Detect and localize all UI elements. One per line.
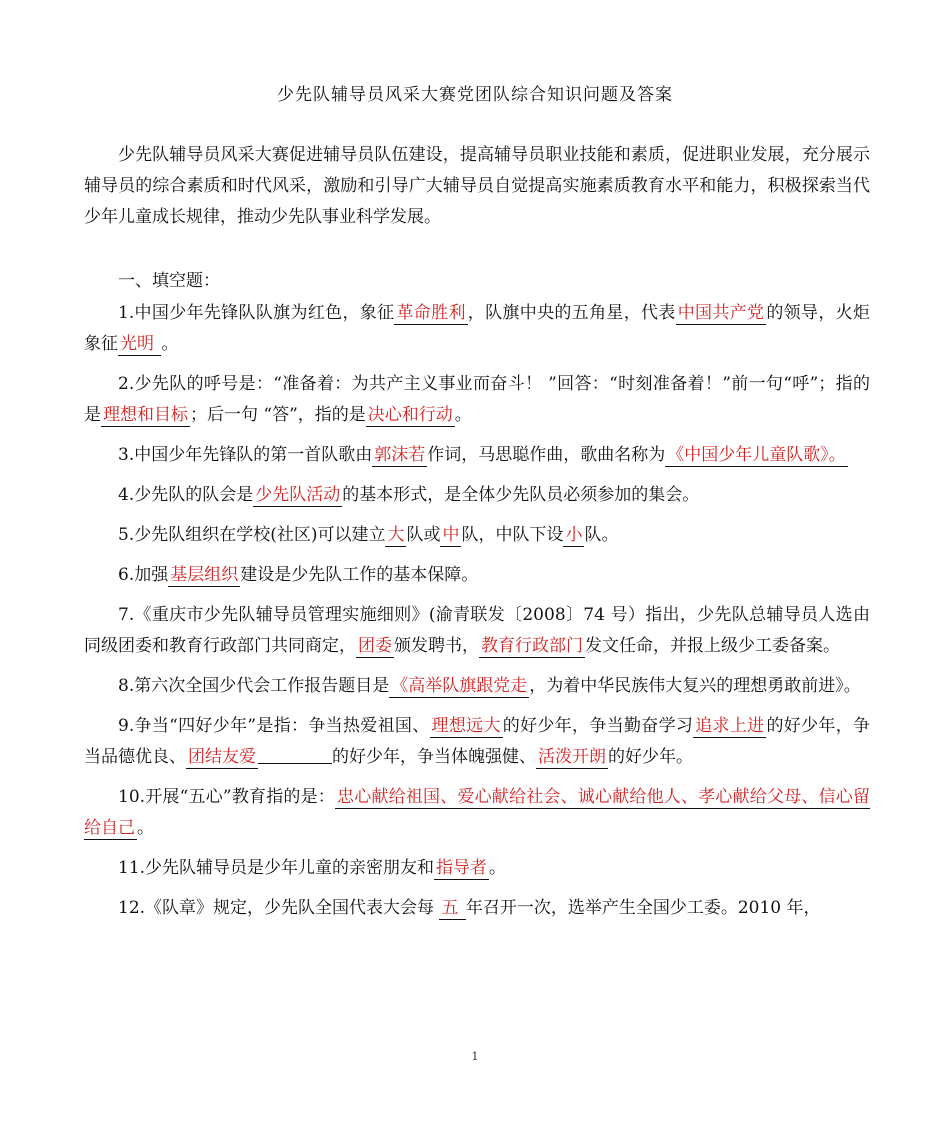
question-list	[84, 298, 870, 933]
answer: 《中国少年儿童队歌》。	[667, 445, 846, 465]
answer: 团结友爱	[188, 747, 256, 767]
question-text: 6.加强	[118, 565, 169, 585]
question-text: 的领导，火炬象征	[84, 303, 870, 354]
question-text: ；后一句 “答”，指的是	[190, 405, 366, 425]
question-text: 队或	[406, 525, 441, 545]
question-text: 发文任命，并报上级少工委备案。	[585, 636, 840, 656]
answer: 光明	[120, 334, 160, 354]
question-text: 的好少年，争当体魄强健、	[332, 747, 536, 767]
question-text: 10.开展“五心”教育指的是：	[118, 787, 336, 807]
question-item	[84, 671, 870, 702]
question-text: 队。	[584, 525, 619, 545]
question-item	[84, 893, 870, 924]
question-item	[84, 298, 870, 360]
answer: 忠心献给祖国、爱心献给社会、诚心献给他人、孝心献给父母、信心留给自己	[84, 787, 870, 838]
question-text: 的好少年，争当勤奋学习	[502, 716, 694, 736]
question-text: 9.争当“四好少年”是指：争当热爱祖国、	[118, 716, 430, 736]
question-item	[84, 600, 870, 662]
question-text: 7.《重庆市少先队辅导员管理实施细则》(渝青联发〔2008〕74 号）指出，少先队总辅导员人选由同级团委和教育行政部门共同商定，	[84, 605, 870, 656]
question-text: 的好少年。	[608, 747, 693, 767]
answer: 中国共产党	[677, 303, 765, 323]
question-text: 年召开一次，选举产生全国少工委。2010 年，	[465, 898, 821, 918]
question-text: ，队旗中央的五角星，代表	[467, 303, 676, 323]
answer: 郭沫若	[374, 445, 426, 465]
answer: 决心和行动	[367, 405, 453, 425]
question-item	[84, 369, 870, 431]
question-text: 5.少先队组织在学校(社区)可以建立	[118, 525, 386, 545]
answer: 《高举队旗跟党走	[391, 676, 528, 696]
question-text: 作词，马思聪作曲，歌曲名称为	[427, 445, 666, 465]
answer: 团委	[358, 636, 392, 656]
question-text: 4.少先队的队会是	[118, 485, 254, 505]
answer: 少先队活动	[255, 485, 341, 505]
question-text: 。	[137, 818, 154, 838]
question-item	[84, 440, 870, 471]
answer: 活泼开朗	[538, 747, 606, 767]
section-heading: 一、填空题：	[118, 271, 220, 291]
question-item	[84, 853, 870, 884]
answer: 基层组织	[170, 565, 239, 585]
question-text: ，为着中华民族伟大复兴的理想勇敢前进》。	[529, 676, 861, 696]
question-text: 。	[489, 858, 507, 878]
question-item	[84, 520, 870, 551]
question-item	[84, 560, 870, 591]
question-text: 队，中队下设	[461, 525, 564, 545]
question-text: 11.少先队辅导员是少年儿童的亲密朋友和	[118, 858, 435, 878]
answer: 革命胜利	[396, 303, 466, 323]
question-text: 。	[454, 405, 472, 425]
question-text: 2.少先队的呼号是：“准备着：为共产主义事业而奋斗！ ”回答：“时刻准备着！”前一句“呼”；指的是	[84, 374, 870, 425]
document-title: 少先队辅导员风采大赛党团队综合知识问题及答案	[277, 85, 673, 105]
question-text: 建设是少先队工作的基本保障。	[240, 565, 479, 585]
answer: 大	[387, 525, 405, 545]
answer: 指导者	[436, 858, 488, 878]
question-item	[84, 480, 870, 511]
question-text: 的好少年，争当品德优良、	[84, 716, 871, 767]
answer: 教育行政部门	[481, 636, 583, 656]
intro-paragraph: 少先队辅导员风采大赛促进辅导员队伍建设，提高辅导员职业技能和素质，促进职业发展，充分展示辅导员的综合素质和时代风采，激励和引导广大辅导员自觉提高实施素质教育水平和能力，积极探索当代少年儿童成长规律，推动少先队事业科学发展。	[84, 145, 870, 227]
question-text: 颁发聘书，	[394, 636, 479, 656]
question-text: 3.中国少年先锋队的第一首队歌由	[118, 445, 373, 465]
question-item	[84, 711, 870, 773]
answer: 小	[565, 525, 583, 545]
question-text: 1.中国少年先锋队队旗为红色，象征	[118, 303, 395, 323]
page-number: 1	[471, 1050, 479, 1063]
question-text: 。	[161, 334, 179, 354]
question-text: 8.第六次全国少代会工作报告题目是	[118, 676, 390, 696]
question-text: 的基本形式，是全体少先队员必须参加的集会。	[342, 485, 700, 505]
answer: 追求上进	[695, 716, 765, 736]
fill-blank-line	[258, 745, 332, 764]
answer: 理想远大	[431, 716, 501, 736]
question-text: 12.《队章》规定，少先队全国代表大会每	[118, 898, 440, 918]
question-item	[84, 782, 870, 844]
answer: 理想和目标	[103, 405, 188, 425]
answer: 五	[441, 898, 464, 918]
answer: 中	[442, 525, 460, 545]
